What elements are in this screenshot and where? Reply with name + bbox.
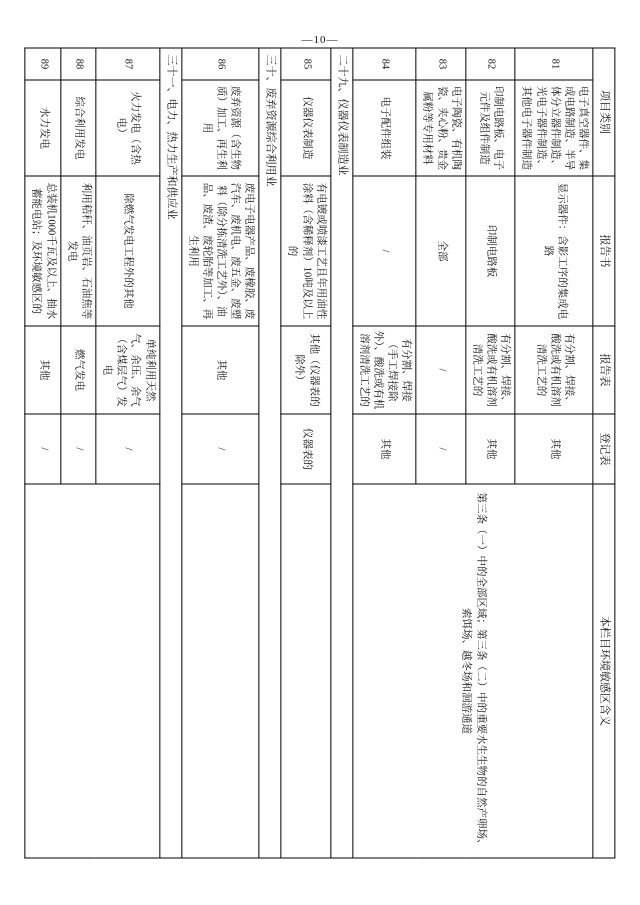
row-category: 仪器仪表制造 <box>281 80 331 176</box>
row-category: 电子真空器件、集成电路制造、半导体分立器件制造、光电子器件制造、其他电子器件制造 <box>515 80 593 176</box>
row-report-book: 废电子电器产品、废橡胶、废汽车、废机电、废五金、废塑料（除分拣清洗工艺外）、油品、废渣、废轮胎等加工、再生利用 <box>181 176 259 326</box>
table-row <box>96 48 160 858</box>
row-category: 综合利用发电 <box>60 80 95 176</box>
row-registration-form: / <box>416 414 466 484</box>
header-report-form: 报告表 <box>593 326 615 414</box>
row-report-book: 全部 <box>416 176 466 326</box>
table-header <box>593 48 615 858</box>
row-registration-form: / <box>25 414 60 484</box>
rotated-table-container <box>25 47 616 858</box>
row-number: 82 <box>466 48 516 80</box>
header-report-book: 报告书 <box>593 176 615 326</box>
row-number: 89 <box>25 48 60 80</box>
row-number: 87 <box>96 48 160 80</box>
table-group-row <box>160 48 182 858</box>
row-number: 81 <box>515 48 593 80</box>
table-row <box>281 48 331 858</box>
row-report-form: 有分割、焊接、酸洗或有机溶剂清洗工艺的 <box>466 326 516 414</box>
group-title: 三十、废弃资源综合利用业 <box>259 48 281 858</box>
row-category: 火力发电（含热电） <box>96 80 160 176</box>
row-report-form: / <box>416 326 466 414</box>
table-body <box>25 48 593 858</box>
row-report-book: 显示器件：含影工序的集成电路 <box>515 176 593 326</box>
row-report-form: 其他（仪器表的除外） <box>281 326 331 414</box>
row-report-book: 印制电路板 <box>466 176 516 326</box>
classification-table <box>25 47 616 858</box>
row-sensitive-area: 第三条（一）中的全部区域；第三条（二）中的重要水生生物的自然产卵场、索饵场、越冬场和洄游通道 <box>352 484 593 858</box>
row-report-form: 燃气发电 <box>60 326 95 414</box>
row-category: 印制电路板、电子元件及组件制造 <box>466 80 516 176</box>
row-report-form: 有分割、焊接（手工焊接除外）、酸洗或有机溶剂清洗工艺的 <box>352 326 416 414</box>
table-row <box>181 48 259 858</box>
row-report-book: 总装机1000千瓦及以上、抽水蓄能电站；及环境敏感区的 <box>25 176 60 326</box>
row-report-book: 有电镀或喷漆工艺且年用油性涂料（含稀释剂）10吨及以上的 <box>281 176 331 326</box>
row-category: 废弃资源（含生物质）加工、再生利用 <box>181 80 259 176</box>
row-report-form: 有分割、焊接、酸洗或有机溶剂清洗工艺的 <box>515 326 593 414</box>
row-registration-form: 其他 <box>352 414 416 484</box>
row-registration-form: 其他 <box>515 414 593 484</box>
row-report-form: 其他 <box>181 326 259 414</box>
group-title: 二十九、仪器仪表制造业 <box>331 48 353 858</box>
row-number: 83 <box>416 48 466 80</box>
header-project-category: 项目类别 <box>593 48 615 176</box>
row-registration-form: / <box>60 414 95 484</box>
row-registration-form: 仪器表的 <box>281 414 331 484</box>
row-registration-form: / <box>181 414 259 484</box>
row-number: 84 <box>352 48 416 80</box>
row-report-form: 其他 <box>25 326 60 414</box>
row-sensitive-area <box>281 484 331 858</box>
table-header-row <box>593 48 615 858</box>
table-row <box>515 48 593 858</box>
row-number: 86 <box>181 48 259 80</box>
row-report-book: 利用秸秆、油页岩、石油焦等发电 <box>60 176 95 326</box>
table-group-row <box>331 48 353 858</box>
row-number: 85 <box>281 48 331 80</box>
row-sensitive-area <box>25 484 159 858</box>
row-report-form: 单纯利用天然气、余压、余气（含煤层气）发电 <box>96 326 160 414</box>
header-sensitive-area: 本栏目环境敏感区含义 <box>593 484 615 858</box>
row-sensitive-area <box>181 484 259 858</box>
row-category: 电子陶瓷、有机陶瓷、夹心粉、贵金属粉等专用材料 <box>416 80 466 176</box>
row-category: 水力发电 <box>25 80 60 176</box>
page-number: —10— <box>301 34 339 46</box>
header-registration-form: 登记表 <box>593 414 615 484</box>
row-registration-form: 其他 <box>466 414 516 484</box>
row-report-book: 除燃气发电工程外的其他 <box>96 176 160 326</box>
row-registration-form: / <box>96 414 160 484</box>
row-report-book: / <box>352 176 416 326</box>
row-category: 电子配件组装 <box>352 80 416 176</box>
group-title: 三十一、电力、热力生产和供应业 <box>160 48 182 858</box>
table-group-row <box>259 48 281 858</box>
row-number: 88 <box>60 48 95 80</box>
